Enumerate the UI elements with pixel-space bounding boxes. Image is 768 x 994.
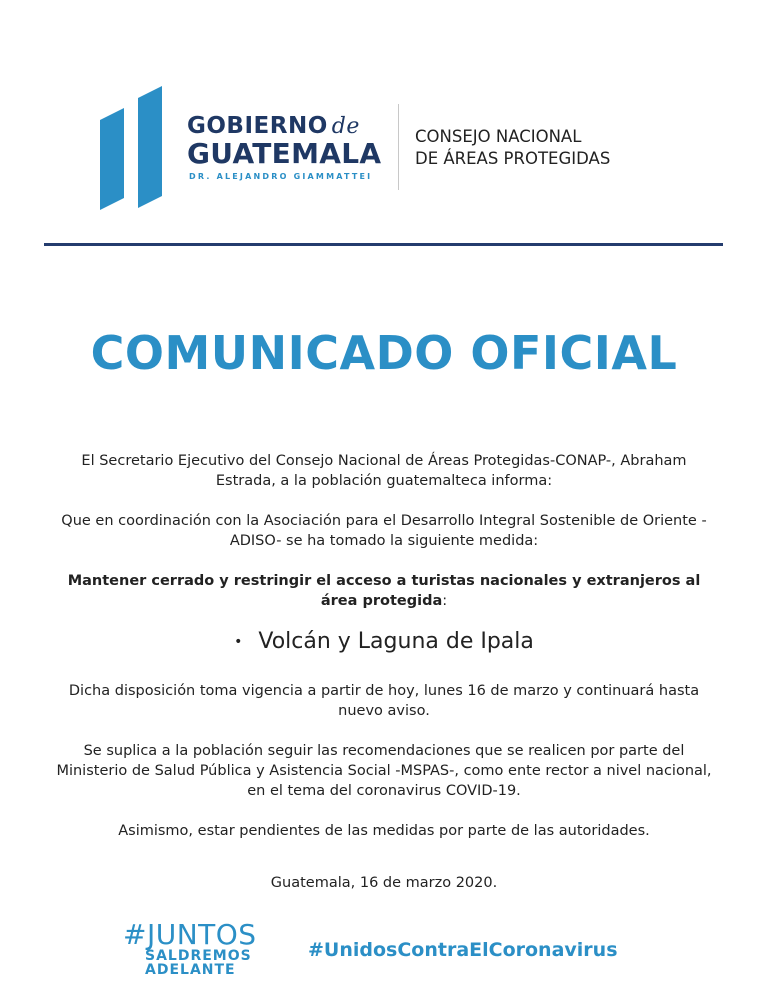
protected-area-item	[54, 627, 714, 657]
measure-text: Mantener cerrado y restringir el acceso a turistas nacionales y extranjeros al área protegida	[67, 573, 701, 609]
header-rule	[44, 243, 723, 246]
paragraph-measure	[54, 571, 714, 611]
bullet-icon: •	[234, 634, 243, 650]
institution-line-1: CONSEJO NACIONAL	[415, 127, 582, 146]
juntos-line-2: SALDREMOS	[145, 948, 252, 964]
paragraph-authorities: Asimismo, estar pendientes de las medidas por parte de las autoridades.	[118, 823, 650, 839]
protected-area-name: Volcán y Laguna de Ipala	[258, 629, 534, 654]
paragraph-effective: Dicha disposición toma vigencia a partir de hoy, lunes 16 de marzo y continuará hasta nuevo aviso.	[68, 683, 700, 719]
gobierno-wordmark	[187, 113, 381, 181]
juntos-line-1: #JUNTOS	[123, 918, 257, 951]
paragraph-intro: El Secretario Ejecutivo del Consejo Nacional de Áreas Protegidas-CONAP-, Abraham Estrada, a la población guatemalteca informa:	[81, 453, 687, 489]
header-divider	[398, 104, 399, 190]
paragraph-recommendations: Se suplica a la población seguir las recomendaciones que se realicen por parte del Ministerio de Salud Pública y Asistencia Social -MSPAS-, como ente rector a nivel nacional, en el tema del coronavirus COVID-19.	[56, 743, 712, 799]
paragraph-coordination: Que en coordinación con la Asociación para el Desarrollo Integral Sostenible de Oriente -ADISO- se ha tomado la siguiente medida:	[61, 513, 707, 549]
president-name: DR. ALEJANDRO GIAMMATTEI	[189, 172, 373, 181]
juntos-logo	[123, 918, 257, 978]
guatemala-word: GUATEMALA	[187, 137, 382, 170]
page-title: COMUNICADO OFICIAL	[90, 326, 678, 380]
communique-body	[54, 451, 714, 893]
gobierno-logo-icon	[100, 86, 162, 210]
date-line: Guatemala, 16 de marzo 2020.	[270, 875, 498, 891]
institution-line-2: DE ÁREAS PROTEGIDAS	[415, 149, 611, 168]
measure-colon: :	[442, 593, 448, 609]
hashtag-campaign: #UnidosContraElCoronavirus	[308, 939, 618, 961]
juntos-line-3: ADELANTE	[145, 962, 236, 978]
header	[0, 0, 768, 250]
institution-name	[415, 126, 610, 170]
gobierno-word: GOBIERNO	[187, 113, 328, 139]
footer	[0, 915, 768, 994]
gobierno-de-word: de	[331, 114, 360, 139]
